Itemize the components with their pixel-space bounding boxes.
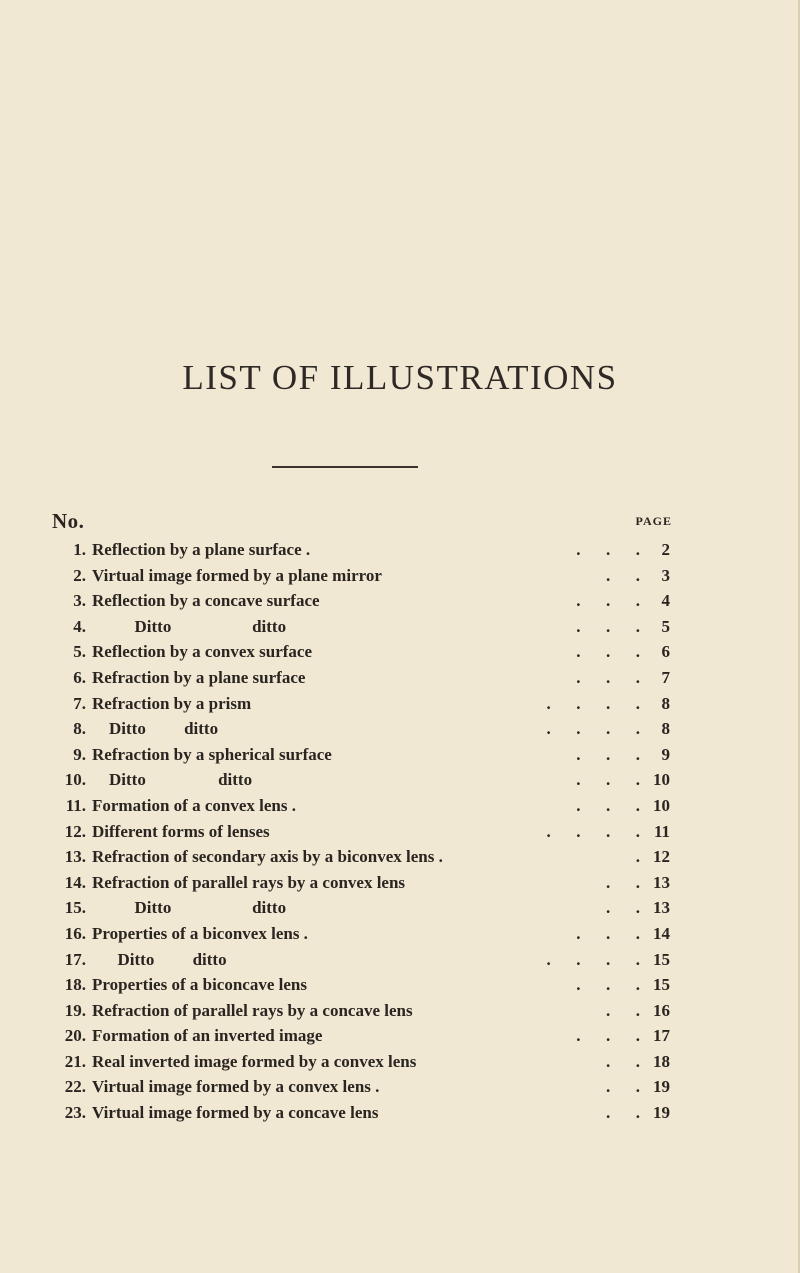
item-page-number: 6 bbox=[661, 642, 670, 662]
item-title: Properties of a biconvex lens . bbox=[92, 923, 308, 943]
dot-leader: . . . . bbox=[546, 949, 640, 969]
list-item bbox=[0, 1024, 800, 1050]
list-item bbox=[0, 538, 800, 564]
item-number: 22. bbox=[64, 1077, 86, 1097]
list-item bbox=[0, 871, 800, 897]
item-title: Reflection by a concave surface bbox=[92, 591, 320, 611]
list-item bbox=[0, 794, 800, 820]
item-page-number: 19 bbox=[653, 1103, 670, 1123]
number-column-header: No. bbox=[52, 509, 85, 533]
item-page-number: 13 bbox=[653, 872, 670, 892]
list-item bbox=[0, 896, 800, 922]
item-title: Ditto ditto bbox=[92, 898, 287, 918]
item-page-number: 16 bbox=[653, 1000, 670, 1020]
dot-leader: . . bbox=[606, 565, 640, 585]
page-title: LIST OF ILLUSTRATIONS bbox=[182, 358, 618, 397]
item-page-number: 3 bbox=[661, 565, 670, 585]
item-title: Ditto ditto bbox=[92, 770, 253, 790]
dot-leader: . . . bbox=[576, 770, 640, 790]
item-page-number: 19 bbox=[653, 1077, 670, 1097]
list-item bbox=[0, 820, 800, 846]
dot-leader: . . . bbox=[576, 744, 640, 764]
item-page-number: 15 bbox=[653, 975, 670, 995]
item-number: 14. bbox=[64, 872, 86, 892]
item-number: 8. bbox=[73, 719, 86, 739]
dot-leader: . . bbox=[606, 898, 640, 918]
item-title: Refraction of secondary axis by a biconvex lens . bbox=[92, 847, 443, 867]
dot-leader: . . bbox=[606, 872, 640, 892]
list-item bbox=[0, 1101, 800, 1127]
item-page-number: 12 bbox=[653, 847, 670, 867]
dot-leader: . . . . bbox=[546, 821, 640, 841]
dot-leader: . bbox=[635, 847, 640, 867]
item-page-number: 8 bbox=[661, 719, 670, 739]
list-item bbox=[0, 589, 800, 615]
item-title: Virtual image formed by a convex lens . bbox=[92, 1077, 380, 1097]
item-number: 20. bbox=[64, 1026, 86, 1046]
item-title: Ditto ditto bbox=[92, 949, 227, 969]
page-column-header: PAGE bbox=[635, 514, 672, 528]
list-item bbox=[0, 948, 800, 974]
dot-leader: . . bbox=[606, 1077, 640, 1097]
dot-leader: . . bbox=[606, 1103, 640, 1123]
item-title: Different forms of lenses bbox=[92, 821, 270, 841]
list-item bbox=[0, 922, 800, 948]
item-page-number: 5 bbox=[661, 616, 670, 636]
dot-leader: . . . bbox=[576, 616, 640, 636]
dot-leader: . . . . bbox=[546, 719, 640, 739]
item-title: Ditto ditto bbox=[92, 616, 287, 636]
list-item bbox=[0, 1075, 800, 1101]
list-item bbox=[0, 666, 800, 692]
item-page-number: 15 bbox=[653, 949, 670, 969]
item-page-number: 9 bbox=[661, 744, 670, 764]
item-number: 6. bbox=[73, 667, 86, 687]
list-item bbox=[0, 768, 800, 794]
item-title: Reflection by a plane surface . bbox=[92, 540, 311, 559]
item-number: 19. bbox=[64, 1000, 86, 1020]
dot-leader: . . . bbox=[576, 642, 640, 662]
item-page-number: 17 bbox=[653, 1026, 670, 1046]
item-number: 21. bbox=[64, 1051, 86, 1071]
list-item bbox=[0, 615, 800, 641]
item-number: 2. bbox=[73, 565, 86, 585]
item-number: 12. bbox=[64, 821, 86, 841]
dot-leader: . . . bbox=[576, 795, 640, 815]
item-number: 13. bbox=[64, 847, 86, 867]
list-item bbox=[0, 640, 800, 666]
item-number: 7. bbox=[73, 693, 86, 713]
item-title: Refraction of parallel rays by a convex lens bbox=[92, 872, 406, 892]
dot-leader: . . . bbox=[576, 975, 640, 995]
item-number: 11. bbox=[65, 795, 86, 815]
dot-leader: . . bbox=[606, 1051, 640, 1071]
item-number: 17. bbox=[64, 949, 86, 969]
item-page-number: 18 bbox=[653, 1051, 670, 1071]
item-title: Refraction by a prism bbox=[92, 693, 252, 713]
item-page-number: 10 bbox=[653, 795, 670, 815]
list-item bbox=[0, 845, 800, 871]
item-title: Refraction of parallel rays by a concave lens bbox=[92, 1000, 413, 1020]
item-page-number: 8 bbox=[661, 693, 670, 713]
item-page-number: 2 bbox=[661, 540, 670, 559]
item-page-number: 7 bbox=[661, 667, 670, 687]
illustration-list bbox=[0, 538, 800, 1127]
item-title: Reflection by a convex surface bbox=[92, 642, 313, 662]
title-rule bbox=[272, 466, 418, 468]
item-title: Refraction by a spherical surface bbox=[92, 744, 332, 764]
item-number: 3. bbox=[73, 591, 86, 611]
item-number: 1. bbox=[73, 540, 86, 559]
item-title: Refraction by a plane surface bbox=[92, 667, 306, 687]
list-item bbox=[0, 1050, 800, 1076]
item-page-number: 10 bbox=[653, 770, 670, 790]
dot-leader: . . . bbox=[576, 667, 640, 687]
item-title: Properties of a biconcave lens bbox=[92, 975, 307, 995]
list-item bbox=[0, 564, 800, 590]
item-page-number: 13 bbox=[653, 898, 670, 918]
item-title: Virtual image formed by a plane mirror bbox=[92, 565, 382, 585]
list-item bbox=[0, 692, 800, 718]
dot-leader: . . . bbox=[576, 591, 640, 611]
item-number: 15. bbox=[64, 898, 86, 918]
dot-leader: . . . bbox=[576, 1026, 640, 1046]
item-number: 9. bbox=[73, 744, 86, 764]
list-item bbox=[0, 999, 800, 1025]
dot-leader: . . . bbox=[576, 923, 640, 943]
list-item bbox=[0, 743, 800, 769]
item-number: 18. bbox=[64, 975, 86, 995]
item-number: 5. bbox=[73, 642, 86, 662]
item-title: Virtual image formed by a concave lens bbox=[92, 1103, 379, 1123]
dot-leader: . . . . bbox=[546, 693, 640, 713]
item-page-number: 11 bbox=[653, 821, 670, 841]
list-item bbox=[0, 973, 800, 999]
item-title: Real inverted image formed by a convex lens bbox=[92, 1051, 417, 1071]
item-number: 10. bbox=[64, 770, 86, 790]
dot-leader: . . . bbox=[576, 540, 640, 559]
item-number: 23. bbox=[64, 1103, 86, 1123]
dot-leader: . . bbox=[606, 1000, 640, 1020]
item-title: Formation of a convex lens . bbox=[92, 795, 296, 815]
item-title: Ditto ditto bbox=[92, 719, 219, 739]
item-title: Formation of an inverted image bbox=[92, 1026, 323, 1046]
item-page-number: 4 bbox=[661, 591, 670, 611]
item-number: 4. bbox=[73, 616, 86, 636]
list-item bbox=[0, 717, 800, 743]
item-page-number: 14 bbox=[653, 923, 670, 943]
item-number: 16. bbox=[64, 923, 86, 943]
